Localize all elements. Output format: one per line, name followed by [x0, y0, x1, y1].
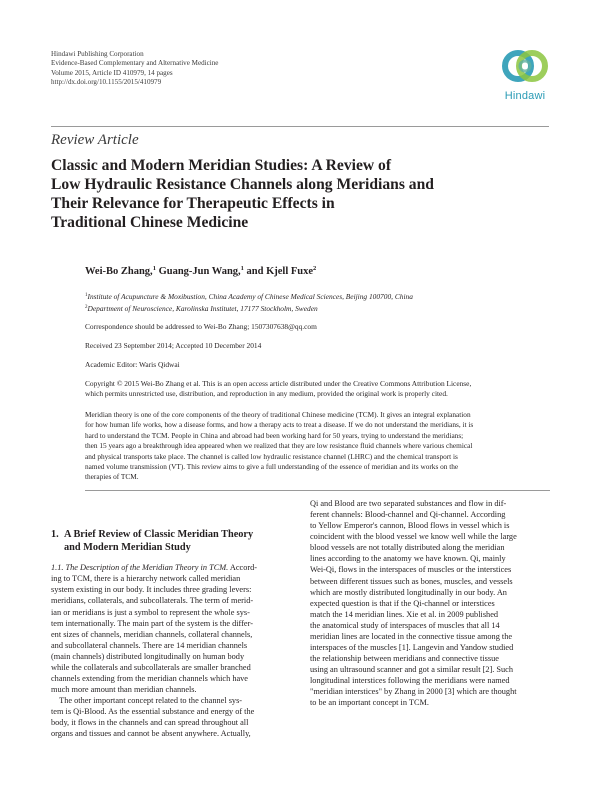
- body-line: interspaces of the muscles [1]. Langevin and Yandow studied: [310, 643, 514, 653]
- title-line: Low Hydraulic Resistance Channels along Meridians and: [51, 176, 434, 193]
- right-column-text: [310, 498, 550, 708]
- correspondence: Correspondence should be addressed to Wei-Bo Zhang; 1507307638@qq.com: [85, 322, 317, 331]
- journal-name: Evidence-Based Complementary and Alternative Medicine: [51, 59, 219, 68]
- abstract-line: Meridian theory is one of the core components of the theory of traditional Chinese medicine (TCM). It gives an integral explanation: [85, 410, 471, 419]
- article-title: [51, 156, 491, 232]
- academic-editor: Academic Editor: Waris Qidwai: [85, 360, 180, 369]
- abstract-line: therapies of TCM.: [85, 472, 139, 482]
- title-line: Their Relevance for Therapeutic Effects in: [51, 195, 335, 212]
- abstract: [85, 410, 550, 483]
- abstract-line: and physical transports take place. The channel is called low hydraulic resistance channel (LHRC) and the chemical transport is: [85, 451, 458, 461]
- body-line: and subcollateral channels. There are 14 meridian channels: [51, 640, 248, 650]
- body-line: The other important concept related to the channel sys-: [51, 696, 243, 706]
- logo-wordmark: Hindawi: [504, 90, 546, 102]
- section-title-line: A Brief Review of Classic Meridian Theory: [64, 529, 254, 540]
- body-line: between different tissues such as bones, muscles, and vessels: [310, 576, 513, 586]
- body-line: much more amount than meridian channels.: [51, 685, 197, 695]
- affiliation-text: Institute of Acupuncture & Moxibustion, China Academy of Chinese Medical Sciences, Beijing 100700, China: [87, 292, 413, 301]
- abstract-line: hard to understand the TCM. People in China and abroad had been working hard for 50 years, trying to understand the meridians;: [85, 430, 464, 440]
- abstract-line: named volume transmission (VT). This review aims to give a full understanding of the essence of meridian and its works on the: [85, 462, 459, 472]
- affiliation-item: [85, 303, 413, 315]
- copyright-notice: [85, 379, 550, 400]
- affil-mark: 1: [85, 293, 88, 298]
- author-list: [85, 265, 316, 277]
- affiliation-item: [85, 291, 413, 303]
- title-line: Classic and Modern Meridian Studies: A Review of: [51, 157, 392, 174]
- body-line: organs and tissues and cannot be absent anywhere. Actually,: [51, 729, 251, 739]
- left-column: [51, 529, 291, 739]
- subsection-title: 1.1. The Description of the Meridian Theory in TCM.: [51, 563, 229, 573]
- author-name[interactable]: Guang-Jun Wang,: [158, 266, 241, 277]
- affil-mark: 2: [85, 304, 88, 310]
- abstract-line: then 15 years ago a breakthrough idea appeared when we realized that they are low resistance fluid channels where various chemical: [85, 441, 473, 451]
- publisher-name: Hindawi Publishing Corporation: [51, 50, 144, 58]
- body-line: meridian lines are located in the connective tissue among the: [310, 631, 513, 641]
- body-line: blood vessels are not totally distributed along the meridian: [310, 543, 505, 553]
- right-column: [310, 498, 550, 708]
- body-line: system existing in our body. It includes three grading levers:: [51, 585, 252, 595]
- article-type: Review Article: [51, 132, 139, 148]
- body-line: using an ultrasound scanner and got a similar result [2]. Such: [310, 665, 513, 675]
- left-column-text: [51, 562, 291, 739]
- abstract-divider: [85, 490, 550, 491]
- affiliations: [85, 291, 413, 314]
- body-line: which are mostly distributed longitudinally in our body. An: [310, 587, 507, 597]
- body-line: expected question is that if the Qi-channel or interstices: [310, 598, 495, 608]
- body-line: match the 14 meridian lines. Xie et al. in 2009 published: [310, 609, 499, 619]
- body-line: "meridian interstices" by Zhang in 2000 [3] which are thought: [310, 687, 517, 697]
- header-divider: [51, 126, 549, 127]
- copyright-line: which permits unrestricted use, distribution, and reproduction in any medium, provided the original work is properly cited.: [85, 389, 448, 399]
- title-line: Traditional Chinese Medicine: [51, 214, 249, 231]
- hindawi-logo-icon: [494, 46, 556, 90]
- section-number: 1.: [51, 529, 59, 540]
- body-line: ferent channels: Blood-channel and Qi-channel. According: [310, 510, 506, 520]
- body-line: channels extending from the meridian channels which have: [51, 673, 248, 683]
- body-text: Accord-: [228, 563, 258, 573]
- abstract-line: for how human life works, how a disease forms, and how a therapy acts to treat a disease. If we do not understand the meridians, it is: [85, 420, 474, 430]
- body-line: tem internationally. The main part of the system is the differ-: [51, 618, 253, 628]
- author-affil-mark: 1: [152, 265, 156, 272]
- hindawi-logo[interactable]: [494, 46, 556, 108]
- body-line: lines according to the anatomy we have known. Qi, mainly: [310, 554, 506, 564]
- section-heading: [51, 529, 291, 554]
- body-line: ian or meridians is just a symbol to represent the whole sys-: [51, 607, 250, 617]
- body-line: the relationship between meridians and connective tissue: [310, 654, 499, 664]
- body-line: longitudinal interstices following the meridians were named: [310, 676, 510, 686]
- body-line: ent sizes of channels, meridian channels, collateral channels,: [51, 629, 253, 639]
- section-title-line: and Modern Meridian Study: [64, 541, 191, 553]
- received-dates: Received 23 September 2014; Accepted 10 December 2014: [85, 341, 262, 350]
- body-line: [51, 562, 291, 573]
- body-line: to Yellow Emperor's cannon, Blood flows in vessel which is: [310, 521, 510, 531]
- body-line: ing to TCM, there is a hierarchy network called meridian: [51, 574, 241, 584]
- body-line: body, it flows in the channels and can spread throughout all: [51, 718, 249, 728]
- author-affil-mark: 1: [240, 265, 244, 272]
- body-line: meridians, collaterals, and subcollaterals. The term of merid-: [51, 596, 254, 606]
- volume-info: Volume 2015, Article ID 410979, 14 pages: [51, 68, 173, 77]
- body-line: coincident with the blood vessel we know well while the large: [310, 532, 517, 542]
- author-name[interactable]: and Kjell Fuxe: [246, 266, 314, 277]
- journal-header: [51, 50, 218, 87]
- doi-link[interactable]: http://dx.doi.org/10.1155/2015/410979: [51, 77, 162, 86]
- body-line: tem is Qi-Blood. As the essential substance and energy of the: [51, 707, 255, 717]
- author-affil-mark: 2: [313, 265, 317, 272]
- body-line: the anatomical study of interspaces of muscles that all 14: [310, 620, 500, 630]
- affiliation-text: Department of Neuroscience, Karolinska Institutet, 17177 Stockholm, Sweden: [87, 303, 318, 313]
- copyright-line: Copyright © 2015 Wei-Bo Zhang et al. This is an open access article distributed under the Creative Commons Attribution License,: [85, 379, 472, 388]
- body-line: Wei-Qi, flows in the interspaces of muscles or the interstices: [310, 565, 512, 575]
- body-line: to be an important concept in TCM.: [310, 698, 429, 708]
- author-name[interactable]: Wei-Bo Zhang,: [85, 266, 153, 277]
- body-line: (main channels) distributed longitudinally on human body: [51, 651, 245, 661]
- body-line: Qi and Blood are two separated substances and flow in dif-: [310, 499, 507, 508]
- body-line: while the collaterals and subcollaterals are smaller branched: [51, 662, 251, 672]
